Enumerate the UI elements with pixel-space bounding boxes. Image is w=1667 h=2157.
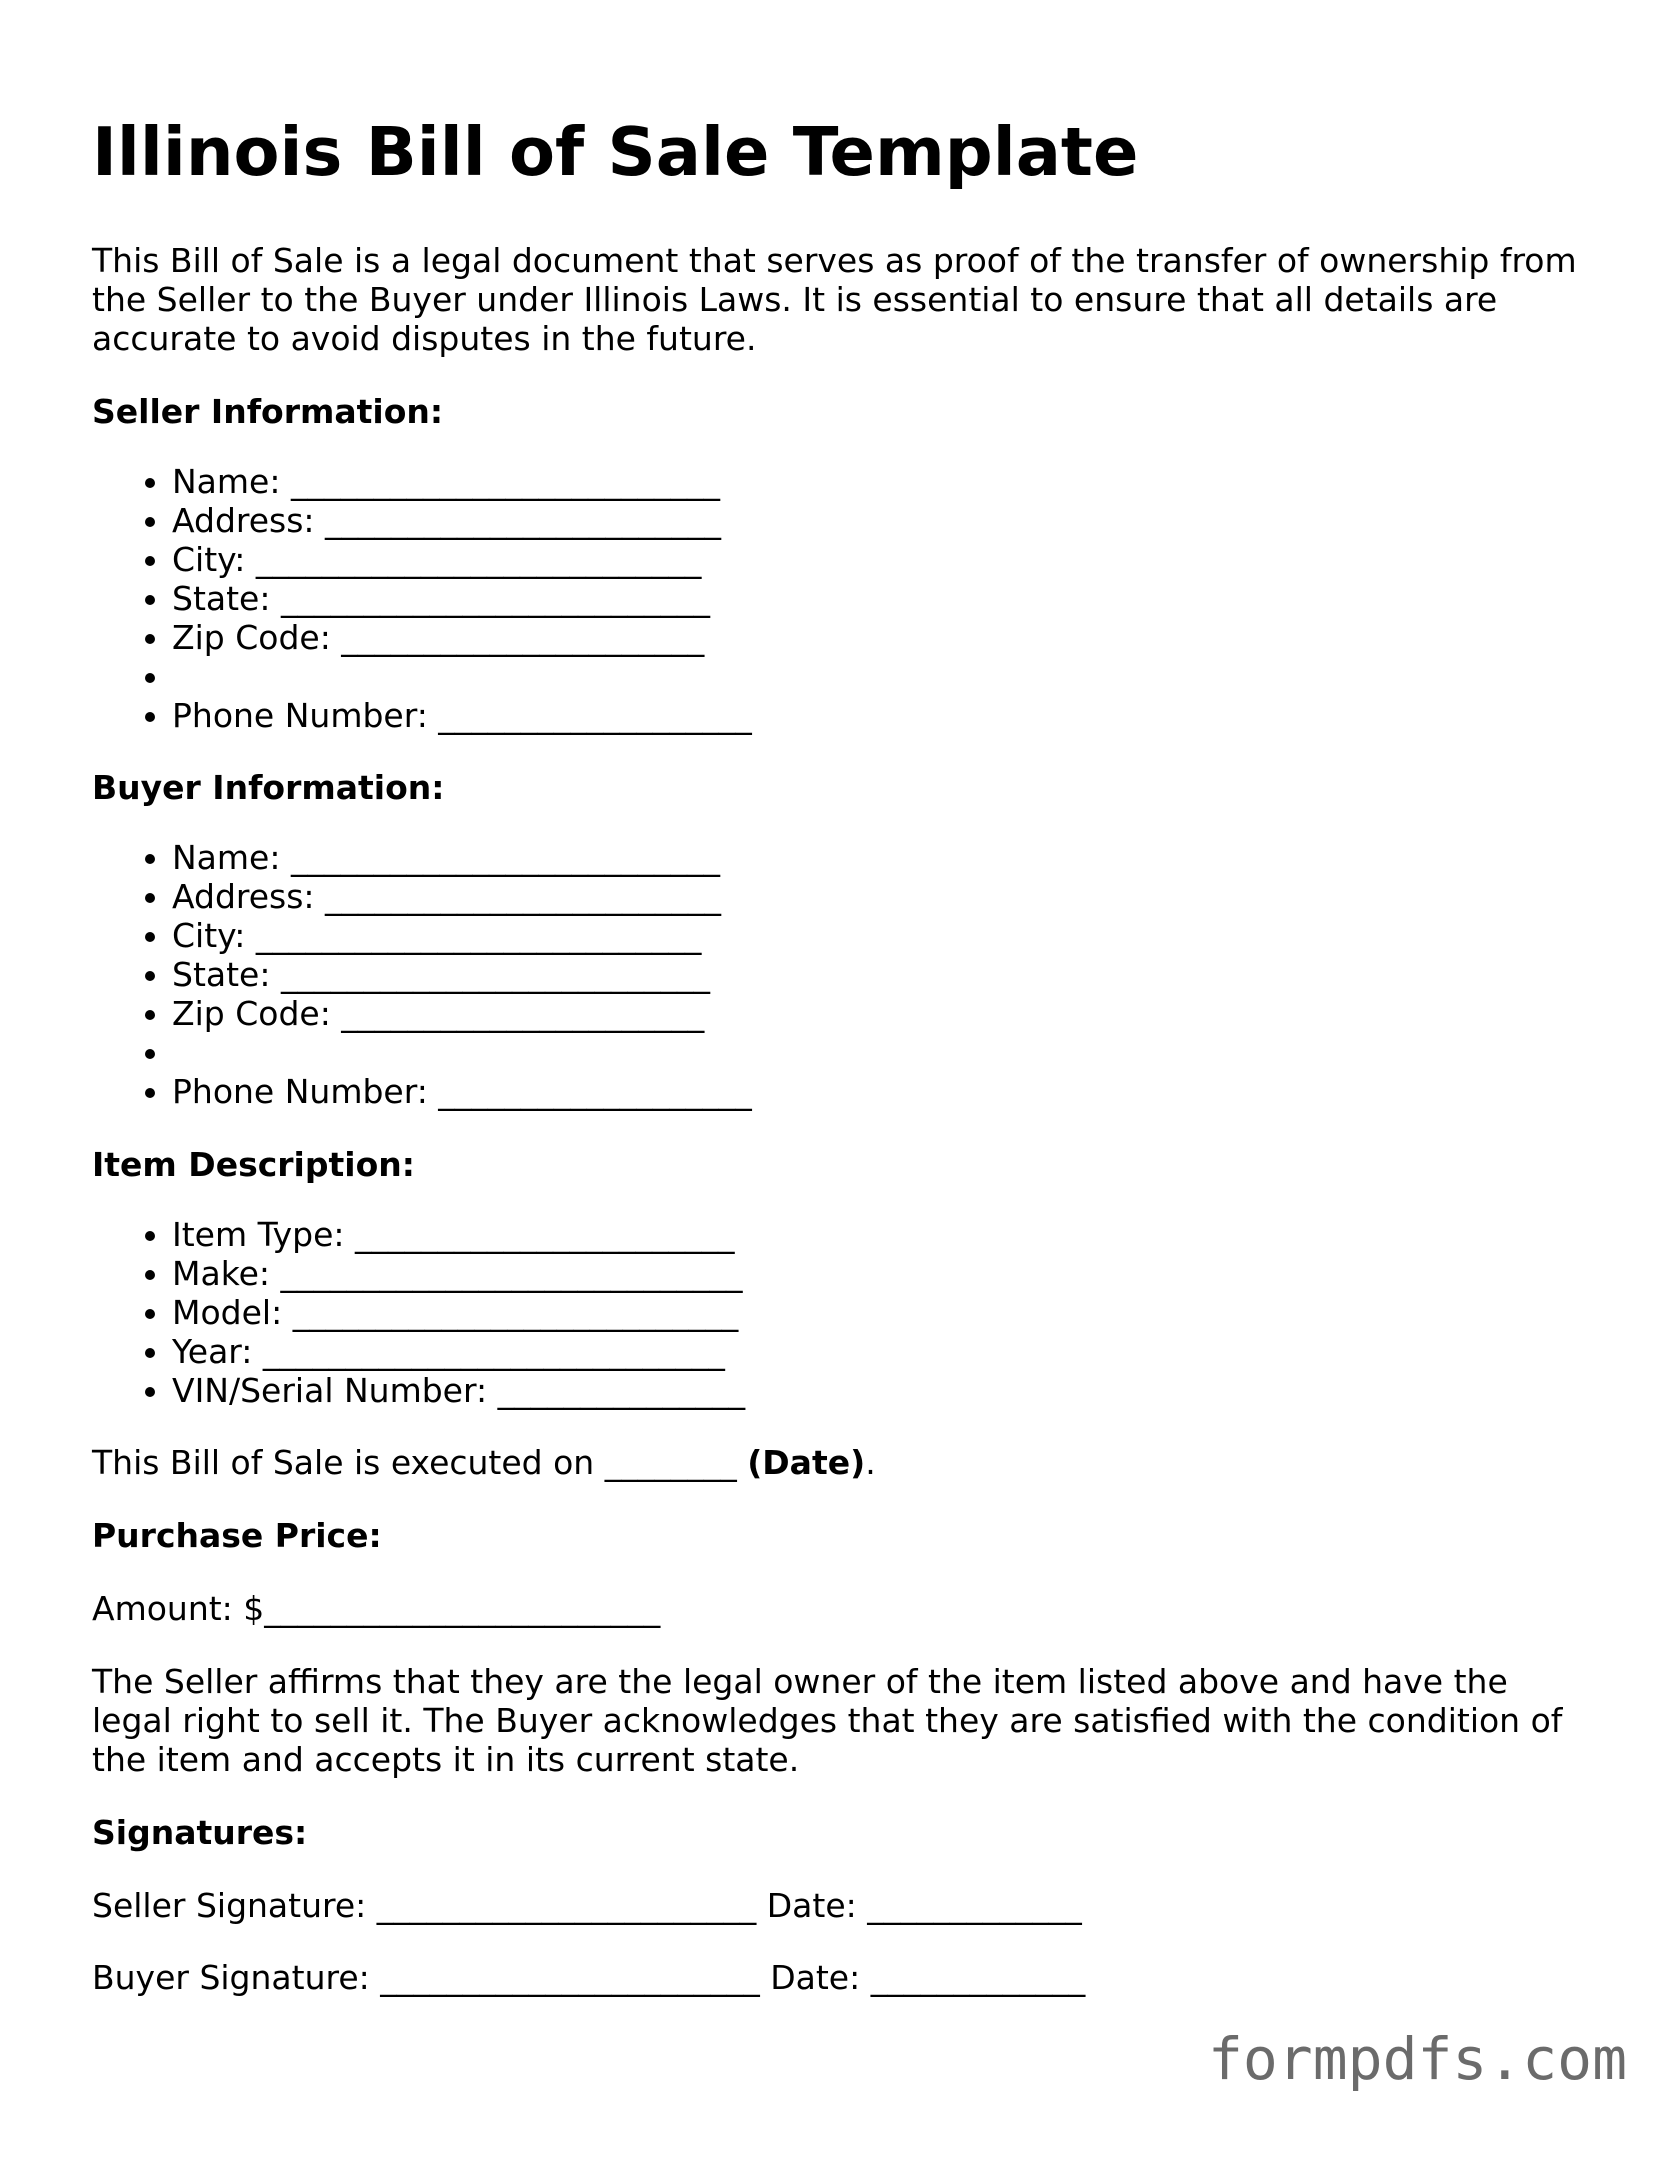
seller-fields-list (92, 462, 752, 735)
seller-address-field: • Address: ________________________ (172, 501, 752, 540)
item-fields-list (92, 1215, 745, 1410)
buyer-phone-field: • Phone Number: ___________________ (172, 1072, 752, 1111)
seller-zip-field: • Zip Code: ______________________ (172, 618, 752, 657)
seller-phone-field: • Phone Number: ___________________ (172, 696, 752, 735)
seller-heading: Seller Information: (92, 392, 444, 431)
affirmation-paragraph: The Seller affirms that they are the legal owner of the item listed above and have the legal right to sell it. The Buyer acknowledges that they are satisfied with the condition of the item and accepts it in its current state. (92, 1662, 1563, 1779)
buyer-state-field: • State: __________________________ (172, 955, 752, 994)
item-type-field: • Item Type: _______________________ (172, 1215, 745, 1254)
seller-state-field: • State: __________________________ (172, 579, 752, 618)
buyer-city-field: • City: ___________________________ (172, 916, 752, 955)
executed-date-label: (Date) (747, 1443, 866, 1482)
seller-name-field: • Name: __________________________ (172, 462, 752, 501)
buyer-empty-item (172, 1033, 752, 1072)
buyer-zip-field: • Zip Code: ______________________ (172, 994, 752, 1033)
buyer-fields-list (92, 838, 752, 1111)
buyer-name-field: • Name: __________________________ (172, 838, 752, 877)
seller-empty-item (172, 657, 752, 696)
executed-date-line (92, 1443, 876, 1482)
item-vin-field: • VIN/Serial Number: _______________ (172, 1371, 745, 1410)
signatures-heading: Signatures: (92, 1813, 308, 1852)
purchase-heading: Purchase Price: (92, 1516, 382, 1555)
intro-paragraph: This Bill of Sale is a legal document that serves as proof of the transfer of ownership from the Seller to the Buyer under Illinois Laws. It is essential to ensure that all details are accurate to avoid disputes in the future. (92, 241, 1577, 358)
buyer-heading: Buyer Information: (92, 768, 445, 807)
buyer-address-field: • Address: ________________________ (172, 877, 752, 916)
item-model-field: • Model: ___________________________ (172, 1293, 745, 1332)
seller-signature-line: Seller Signature: _______________________ Date: _____________ (92, 1886, 1082, 1925)
item-heading: Item Description: (92, 1145, 415, 1184)
executed-prefix: This Bill of Sale is executed on ________ (92, 1443, 748, 1482)
amount-field: Amount: $________________________ (92, 1589, 661, 1628)
buyer-signature-line: Buyer Signature: _______________________ Date: _____________ (92, 1958, 1086, 1997)
item-make-field: • Make: ____________________________ (172, 1254, 745, 1293)
item-year-field: • Year: ____________________________ (172, 1332, 745, 1371)
watermark: formpdfs.com (1207, 2025, 1627, 2093)
executed-suffix: . (865, 1443, 876, 1482)
seller-city-field: • City: ___________________________ (172, 540, 752, 579)
page-title: Illinois Bill of Sale Template (92, 113, 1139, 191)
